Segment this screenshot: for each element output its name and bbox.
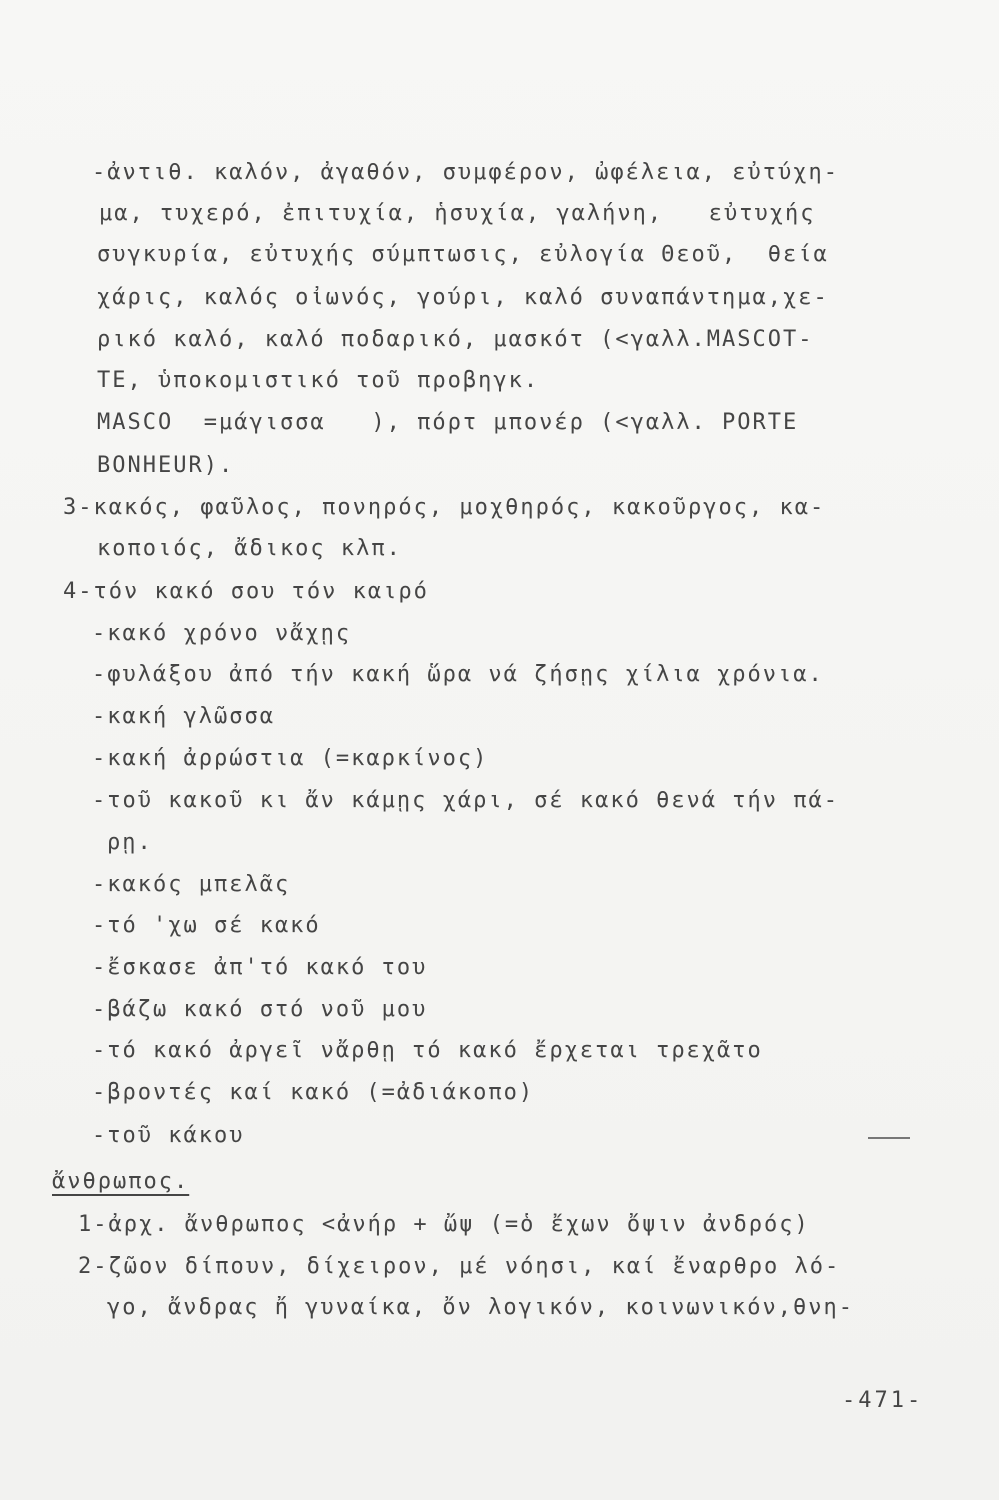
text-line: 1-ἀρχ. ἄνθρωπος <ἀνήρ + ὤψ (=ὁ ἔχων ὄψιν ἀνδρός) [78,1212,810,1237]
text-line: μα, τυχερό, ἐπιτυχία, ἡσυχία, γαλήνη, εὐτυχής [99,201,816,226]
text-line: -κακή ἀρρώστια (=καρκίνος) [92,746,489,771]
text-line: -τό κακό ἀργεῖ νἄρθῃ τό κακό ἔρχεται τρεχᾶτο [92,1038,763,1063]
entry-heading: ἄνθρωπος. [52,1169,190,1194]
text-line: χάρις, καλός οἰωνός, γούρι, καλό συναπάντημα,χε- [97,285,829,310]
text-line: -τό 'χω σέ κακό [92,913,321,938]
text-line: -βάζω κακό στό νοῦ μου [92,997,428,1022]
text-line: ρικό καλό, καλό ποδαρικό, μασκότ (<γαλλ.MASCOT- [97,327,814,352]
text-line: συγκυρία, εὐτυχής σύμπτωσις, εὐλογία Θεοῦ, θεία [97,242,829,267]
text-line: -ἔσκασε ἀπ'τό κακό του [92,955,428,980]
text-line: ρῃ. [107,830,153,855]
text-line: MASCO =μάγισσα ), πόρτ μπονέρ (<γαλλ. PORTE [97,410,799,435]
text-line: -κακή γλῶσσα [92,704,275,729]
text-line: BONHEUR). [97,453,235,478]
text-line: -κακό χρόνο νἄχῃς [92,621,352,646]
text-line: -βροντές καί κακό (=ἀδιάκοπο) [92,1080,535,1105]
text-line: -τοῦ κάκου [92,1123,245,1148]
text-line: 3-κακός, φαῦλος, πονηρός, μοχθηρός, κακοῦργος, κα- [63,495,826,520]
text-line: -φυλάξου ἀπό τήν κακή ὥρα νά ζήσῃς χίλια χρόνια. [92,662,824,687]
text-line: TE, ὑποκομιστικό τοῦ προβηγκ. [97,368,540,393]
divider [868,1137,910,1139]
text-line: 2-ζῶον δίπουν, δίχειρον, μέ νόησι, καί ἔναρθρο λό- [78,1254,841,1279]
page-number: -471- [842,1388,924,1413]
text-line: -τοῦ κακοῦ κι ἄν κάμῃς χάρι, σέ κακό θενά τήν πά- [92,788,840,813]
text-line: -κακός μπελᾶς [92,872,291,897]
text-line: -ἀντιθ. καλόν, ἀγαθόν, συμφέρον, ὠφέλεια, εὐτύχη- [92,160,840,185]
text-line: 4-τόν κακό σου τόν καιρό [63,579,429,604]
text-line: γο, ἄνδρας ἤ γυναίκα, ὄν λογικόν, κοινωνικόν,θνη- [107,1295,855,1320]
text-line: κοποιός, ἄδικος κλπ. [97,536,402,561]
